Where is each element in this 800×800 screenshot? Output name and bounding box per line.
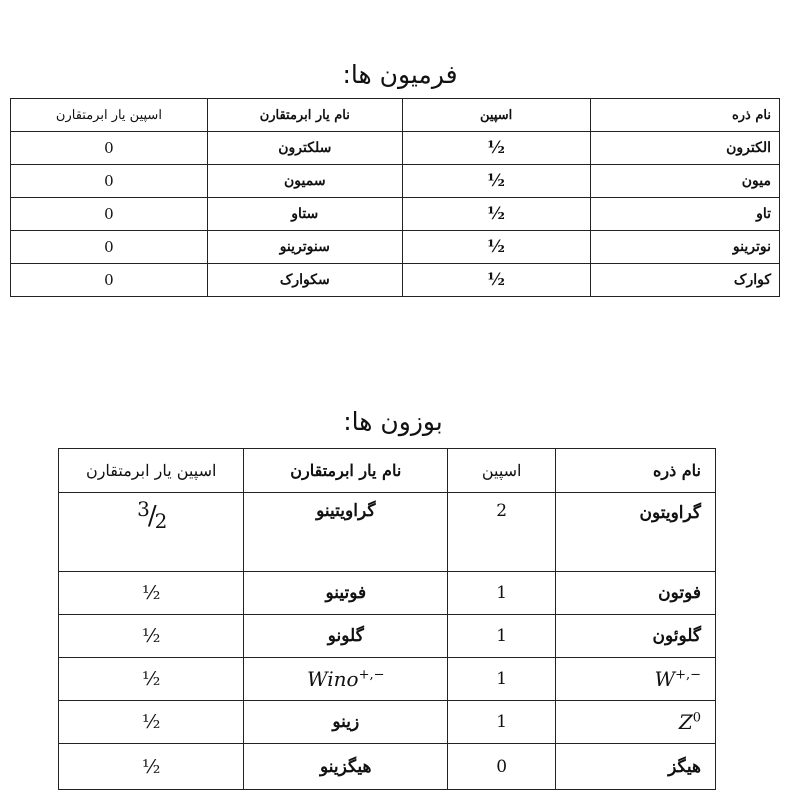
table-row <box>11 198 780 231</box>
header-spin: اسپین <box>402 99 590 132</box>
particle-name <box>556 701 716 744</box>
table-row <box>11 132 780 165</box>
partner-spin: 0 <box>11 231 208 264</box>
math-base: Z <box>678 710 693 734</box>
partner-name: هیگزینو <box>244 744 448 790</box>
particle-spin: ½ <box>402 264 590 297</box>
partner-spin: 0 <box>11 165 208 198</box>
partner-spin <box>59 493 244 572</box>
partner-spin: ½ <box>59 701 244 744</box>
header-particle: نام ذره <box>556 449 716 493</box>
particle-name: تاو <box>590 198 779 231</box>
bosons-title: بوزون ها: <box>343 407 443 436</box>
particle-spin: 1 <box>448 701 556 744</box>
header-partner-spin: اسپین یار ابرمتقارن <box>11 99 208 132</box>
fraction-numerator: 3 <box>137 497 148 521</box>
partner-name: سکوارک <box>207 264 402 297</box>
particle-name: میون <box>590 165 779 198</box>
table-row <box>59 493 716 572</box>
math-symbol <box>655 667 701 691</box>
particle-spin: ½ <box>402 231 590 264</box>
table-row <box>59 615 716 658</box>
particle-spin: 2 <box>448 493 556 572</box>
math-base: Wino <box>307 667 359 691</box>
partner-spin: 0 <box>11 264 208 297</box>
table-row <box>59 744 716 790</box>
fraction-denominator: 2 <box>154 509 166 533</box>
partner-name: گراویتینو <box>244 493 448 572</box>
particle-name: نوترینو <box>590 231 779 264</box>
partner-name: سمیون <box>207 165 402 198</box>
bosons-table <box>58 448 716 790</box>
math-superscript: +,− <box>358 667 385 683</box>
particle-spin: 0 <box>448 744 556 790</box>
table-header-row <box>59 449 716 493</box>
header-particle: نام ذره <box>590 99 779 132</box>
particle-spin: ½ <box>402 165 590 198</box>
math-symbol <box>307 667 384 691</box>
header-partner-spin: اسپین یار ابرمتقارن <box>59 449 244 493</box>
particle-spin: ½ <box>402 132 590 165</box>
partner-name: فوتینو <box>244 572 448 615</box>
particle-name <box>556 658 716 701</box>
table-row <box>59 658 716 701</box>
table-row <box>59 572 716 615</box>
particle-spin: 1 <box>448 658 556 701</box>
partner-spin: ½ <box>59 744 244 790</box>
partner-name <box>244 658 448 701</box>
math-superscript: +,− <box>675 667 701 683</box>
partner-name: سلکترون <box>207 132 402 165</box>
partner-spin: ½ <box>59 615 244 658</box>
header-spin: اسپین <box>448 449 556 493</box>
particle-spin: ½ <box>402 198 590 231</box>
particle-name: گلوئون <box>556 615 716 658</box>
partner-spin: ½ <box>59 658 244 701</box>
partner-name: گلونو <box>244 615 448 658</box>
partner-spin: ½ <box>59 572 244 615</box>
table-row <box>59 701 716 744</box>
particle-spin: 1 <box>448 615 556 658</box>
partner-name: زینو <box>244 701 448 744</box>
table-row <box>11 231 780 264</box>
particle-name: گراویتون <box>556 493 716 572</box>
partner-name: ستاو <box>207 198 402 231</box>
partner-name: سنوترینو <box>207 231 402 264</box>
particle-name: فوتون <box>556 572 716 615</box>
particle-name: کوارک <box>590 264 779 297</box>
math-base: W <box>654 667 676 691</box>
particle-name: الکترون <box>590 132 779 165</box>
table-row <box>11 165 780 198</box>
header-partner: نام یار ابرمتقارن <box>244 449 448 493</box>
particle-name: هیگز <box>556 744 716 790</box>
fraction: $^3$/2 <box>137 497 166 533</box>
math-superscript: 0 <box>692 710 701 726</box>
fermions-table <box>10 98 780 297</box>
header-partner: نام یار ابرمتقارن <box>207 99 402 132</box>
table-row <box>11 264 780 297</box>
fermions-title: فرمیون ها: <box>342 60 458 89</box>
partner-spin: 0 <box>11 132 208 165</box>
partner-spin: 0 <box>11 198 208 231</box>
table-header-row <box>11 99 780 132</box>
math-symbol <box>679 710 701 734</box>
particle-spin: 1 <box>448 572 556 615</box>
